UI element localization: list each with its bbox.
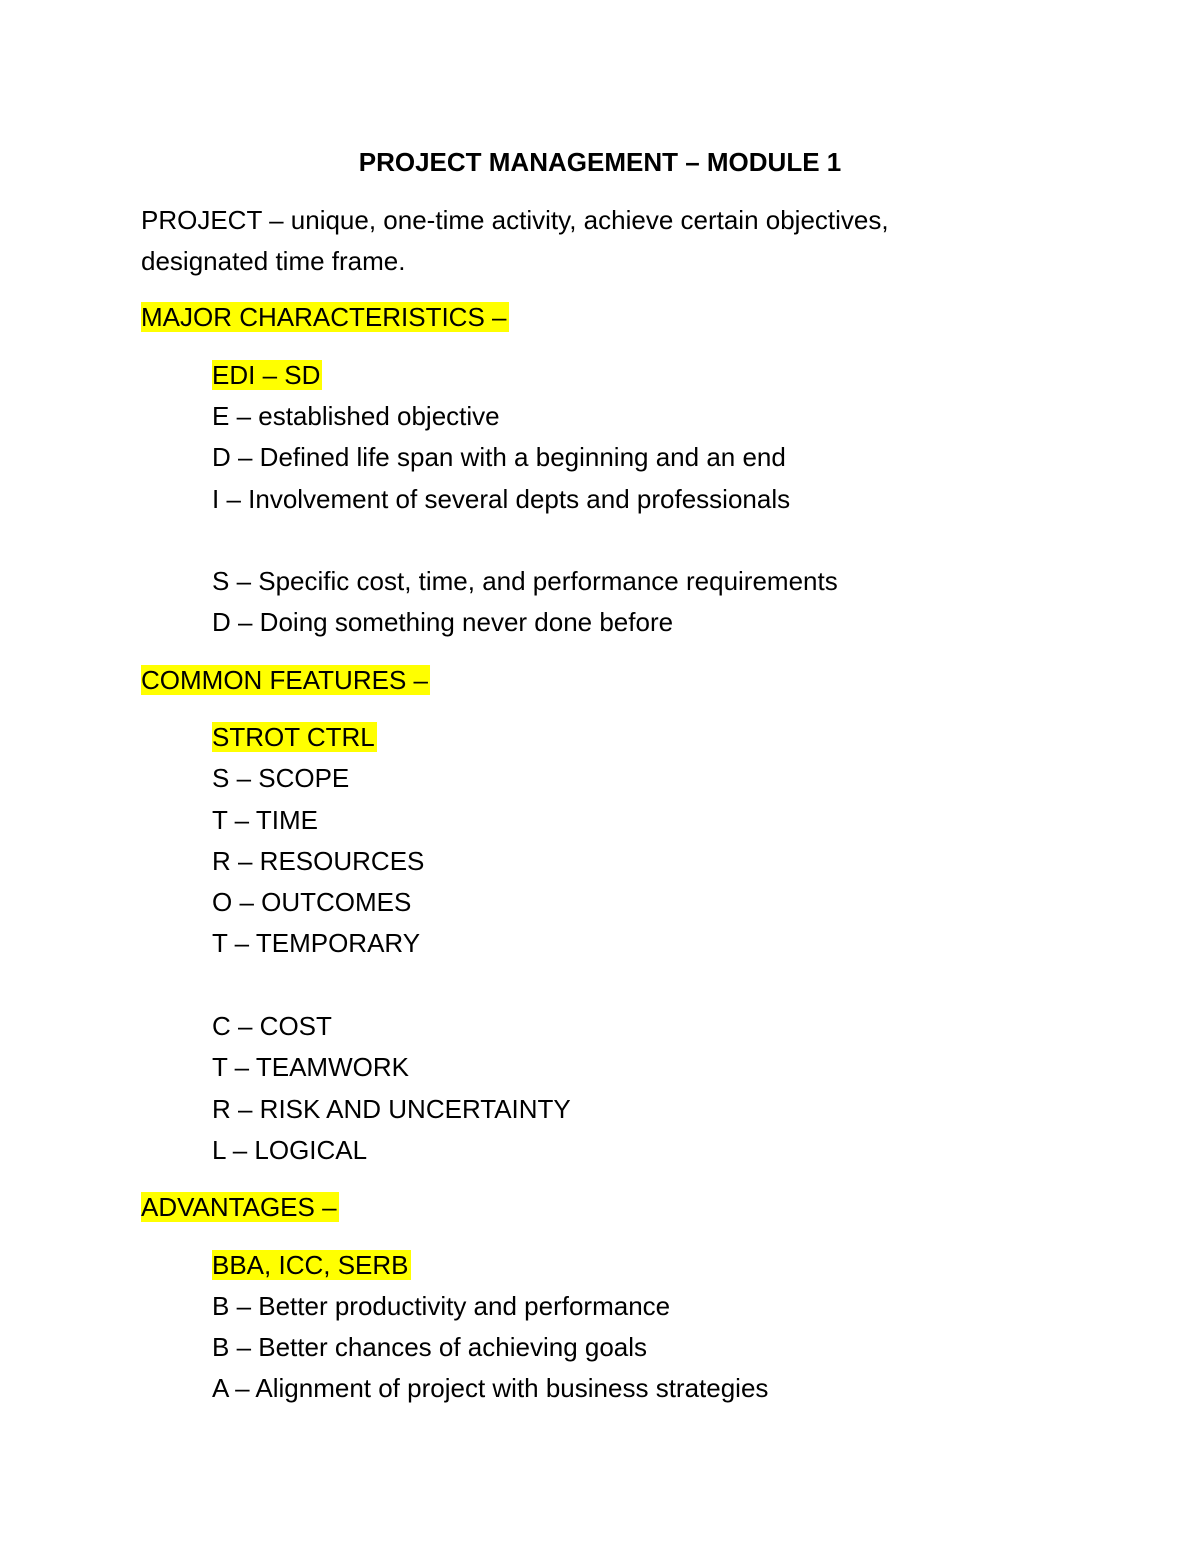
section-heading-advantages xyxy=(141,1190,339,1224)
list-item: R – RESOURCES xyxy=(212,846,425,876)
list-item: A – Alignment of project with business strategies xyxy=(212,1373,769,1403)
highlighted-acronym: EDI – SD xyxy=(212,360,321,390)
list-item: O – OUTCOMES xyxy=(212,887,412,917)
highlighted-acronym: STROT CTRL xyxy=(212,722,375,752)
list-item: R – RISK AND UNCERTAINTY xyxy=(212,1094,571,1124)
highlighted-heading: COMMON FEATURES – xyxy=(141,665,428,695)
highlighted-heading: MAJOR CHARACTERISTICS – xyxy=(141,302,507,332)
section-heading-major-characteristics xyxy=(141,300,509,334)
list-item: D – Defined life span with a beginning and an end xyxy=(212,442,786,472)
acronym-bba-icc-serb xyxy=(212,1248,411,1282)
list-item: L – LOGICAL xyxy=(212,1135,368,1165)
intro-line-1: PROJECT – unique, one-time activity, achieve certain objectives, xyxy=(141,205,889,235)
highlighted-acronym: BBA, ICC, SERB xyxy=(212,1250,409,1280)
list-item: I – Involvement of several depts and professionals xyxy=(212,484,791,514)
list-item: T – TEMPORARY xyxy=(212,928,421,958)
acronym-edi-sd xyxy=(212,358,322,392)
list-item: T – TEAMWORK xyxy=(212,1052,409,1082)
list-item: S – Specific cost, time, and performance requirements xyxy=(212,566,838,596)
acronym-strot-ctrl xyxy=(212,720,377,754)
list-item: T – TIME xyxy=(212,805,318,835)
list-item: D – Doing something never done before xyxy=(212,607,674,637)
list-item: C – COST xyxy=(212,1011,332,1041)
list-item: B – Better productivity and performance xyxy=(212,1291,671,1321)
highlighted-heading: ADVANTAGES – xyxy=(141,1192,337,1222)
list-item: S – SCOPE xyxy=(212,763,350,793)
intro-line-2: designated time frame. xyxy=(141,246,406,276)
list-item: E – established objective xyxy=(212,401,500,431)
section-heading-common-features xyxy=(141,663,430,697)
list-item: B – Better chances of achieving goals xyxy=(212,1332,648,1362)
page-title: PROJECT MANAGEMENT – MODULE 1 xyxy=(358,147,842,177)
